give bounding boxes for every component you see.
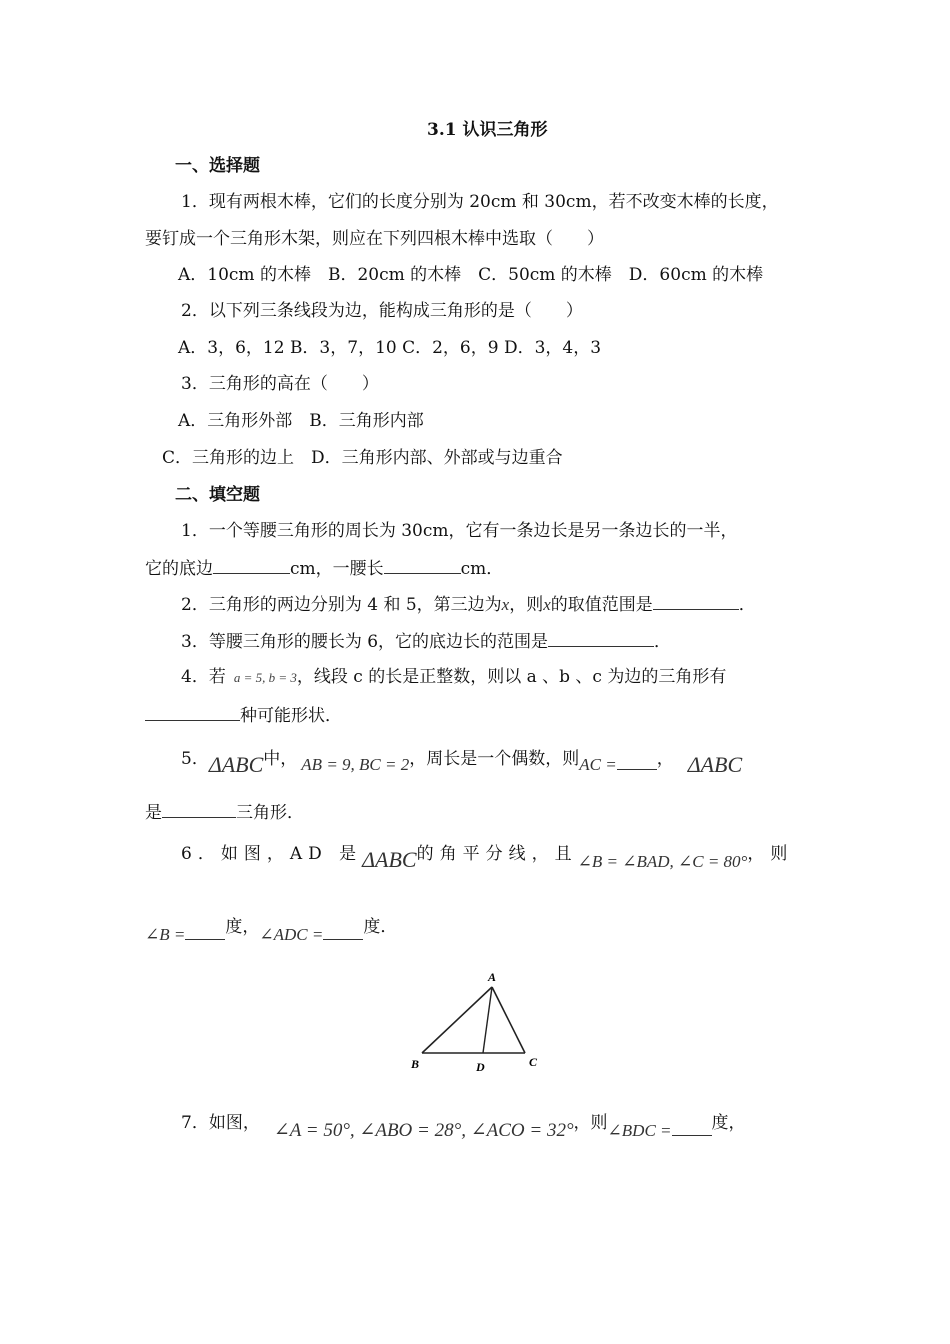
page-title: 3.1 认识三角形 [427,120,548,140]
fill-q5-text-5: 是 [145,803,162,823]
math-triangle-abc: ΔABC [687,752,743,777]
answer-blank[interactable] [548,629,654,647]
fill-q3-text-2: ． [654,632,672,652]
math-expression: ∠B = [145,925,186,944]
fill-q1-line1: 1．一个等腰三角形的周长为 30cm，它有一条边长是另一条边长的一半， [181,521,738,541]
vertex-label-b: B [411,1057,420,1071]
segment-ad [483,987,492,1053]
fill-q7-text-1: 7．如图， [181,1113,260,1133]
fill-q6-text-2: 的角平分线，且 [416,844,578,864]
math-expression: ∠ADC = [259,925,324,944]
vertex-label-c: C [529,1055,538,1069]
fill-q4-text-3: 种可能形状． [240,706,342,726]
math-expression: ∠A = 50°, ∠ABO = 28°, ∠ACO = 32° [273,1120,574,1141]
fill-q5-text-2: 中， [263,749,298,769]
section-heading-fill: 二、填空题 [175,485,260,505]
math-expression: ∠B = ∠BAD, ∠C = 80° [577,852,748,871]
choice-q1-line1: 1．现有两根木棒，它们的长度分别为 20cm 和 30cm，若不改变木棒的长度， [181,192,779,212]
answer-blank[interactable] [213,556,290,574]
math-expression: AB = 9, BC = 2 [301,755,410,774]
answer-blank[interactable] [617,752,657,770]
choice-q3-stem: 3．三角形的高在（ ） [181,374,379,394]
segment-ac [492,987,525,1053]
segment-ab [422,987,492,1053]
point-label-d: D [476,1060,485,1074]
answer-blank[interactable] [653,592,739,610]
answer-blank[interactable] [145,703,240,721]
vertex-label-a: A [488,970,497,984]
fill-q4-text-1: 4．若 [181,667,226,687]
choice-q1-options: A．10cm 的木棒 B．20cm 的木棒 C．50cm 的木棒 D．60cm 的木棒 [178,265,764,285]
triangle-figure [400,965,550,1080]
fill-q3-text-1: 3．等腰三角形的腰长为 6，它的底边长的范围是 [181,632,549,652]
answer-blank[interactable] [162,800,236,818]
fill-q2-text-1: 2．三角形的两边分别为 4 和 5，第三边为 [181,595,502,615]
fill-q6-text-1: 6．如图，AD 是 [181,844,363,864]
fill-q5-text-4: ， [656,749,674,769]
answer-blank[interactable] [384,556,461,574]
fill-q1-text-2: cm，一腰长 [290,559,384,579]
choice-q2-stem: 2．以下列三条线段为边，能构成三角形的是（ ） [181,301,583,321]
fill-q6-text-4: 度， [225,917,260,937]
choice-q2-options: A．3，6，12 B．3，7，10 C．2，6，9 D．3，4，3 [178,338,602,358]
fill-q6-line1 [181,840,793,876]
math-expression: AC = [579,755,617,774]
math-expression: a = 5, b = 3 [233,670,297,685]
fill-q5-text-6: 三角形． [236,803,304,823]
math-triangle-abc: ΔABC [362,847,417,872]
fill-q1-text-1: 它的底边 [145,559,213,579]
answer-blank[interactable] [185,922,225,940]
fill-q2-text-2: ，则 [509,595,544,615]
math-triangle-abc: ΔABC [208,752,264,777]
fill-q2-line [181,592,756,617]
answer-blank[interactable] [672,1118,712,1136]
fill-q1-text-3: cm． [460,559,504,579]
fill-q4-line1 [181,665,726,690]
fill-q7-text-3: 度， [711,1113,746,1133]
choice-q1-line2: 要钉成一个三角形木架，则应在下列四根木棒中选取（ ） [145,229,604,249]
answer-blank[interactable] [323,922,363,940]
fill-q6-text-5: 度． [363,917,398,937]
choice-q3-options-1: A．三角形外部 B．三角形内部 [178,411,424,431]
fill-q3-line [181,629,671,654]
fill-q5-line2 [145,800,304,825]
math-variable-x: x [501,595,510,614]
math-expression: ∠BDC = [607,1121,672,1140]
fill-q2-text-3: 的取值范围是 [550,595,653,615]
fill-q7-text-2: ，则 [573,1113,608,1133]
fill-q4-line2 [145,703,342,728]
fill-q5-text-3: ，周长是一个偶数，则 [409,749,580,769]
section-heading-choice: 一、选择题 [175,156,260,176]
math-variable-x: x [543,595,551,614]
fill-q6-line2 [145,914,397,950]
fill-q4-text-2: ，线段 c 的长是正整数，则以 a 、b 、c 为边的三角形有 [296,667,727,687]
fill-q5-line1 [181,745,742,781]
fill-q1-line2 [145,556,503,581]
fill-q7-line [181,1110,746,1146]
fill-q5-text-1: 5． [181,749,209,769]
fill-q2-text-4: ． [738,595,756,615]
choice-q3-options-2: C．三角形的边上 D．三角形内部、外部或与边重合 [162,448,563,468]
fill-q6-text-3: ，则 [747,844,794,864]
